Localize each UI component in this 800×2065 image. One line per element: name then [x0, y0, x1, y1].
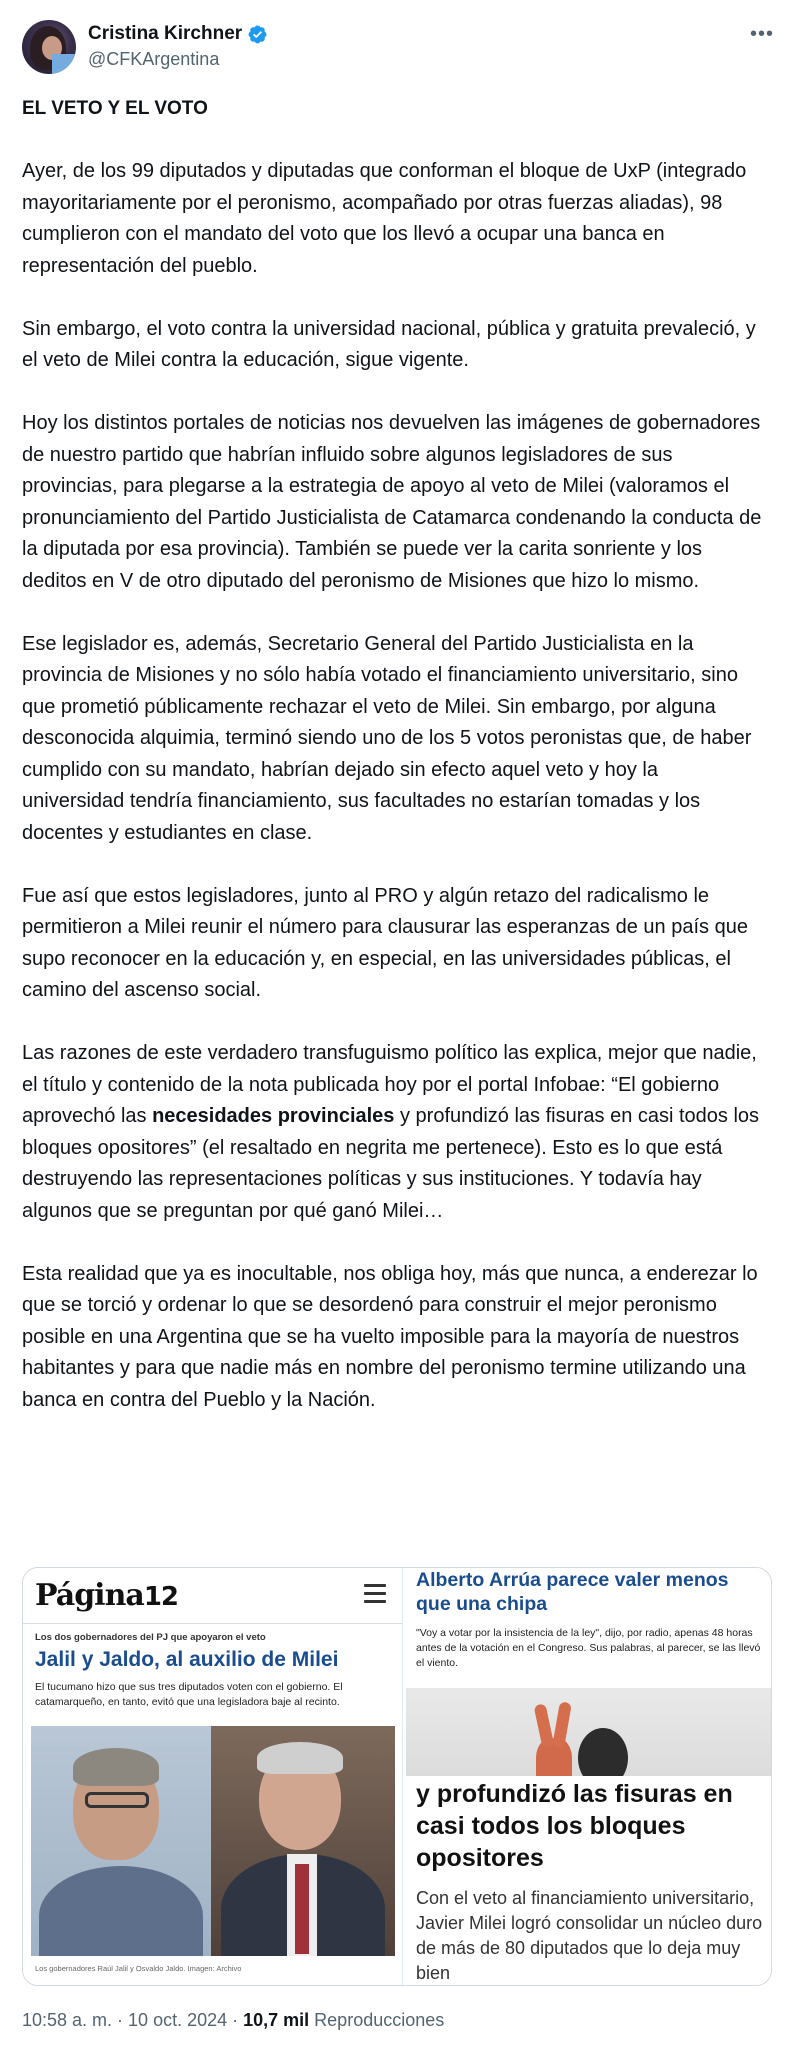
media-grid[interactable]	[22, 1567, 772, 1986]
author-handle[interactable]: @CFKArgentina	[88, 49, 220, 69]
logo-number: 12	[143, 1582, 179, 1612]
author-name-row[interactable]	[88, 22, 268, 46]
pagina12-logo	[35, 1578, 178, 1613]
post-paragraph-6	[22, 1038, 762, 1227]
divider	[23, 1623, 402, 1624]
article-headline: Jalil y Jaldo, al auxilio de Milei	[35, 1648, 339, 1671]
photo-caption: Los gobernadores Raúl Jalil y Osvaldo Jaldo. Imagen: Archivo	[35, 1964, 242, 1973]
article-headline-right: Alberto Arrúa parece valer menos que una chipa	[416, 1569, 729, 1615]
article-lead: El tucumano hizo que sus tres diputados voten con el gobierno. El catamarqueño, en tanto, evitó que una legisladora baje al recinto.	[35, 1681, 343, 1708]
post-meta	[22, 2010, 444, 2031]
infobae-body: Con el veto al financiamiento universitario, Javier Milei logró consolidar un núcleo duro de más de 80 diputados que lo deja muy bien	[416, 1888, 763, 1983]
logo-text: Página	[35, 1578, 144, 1613]
hamburger-menu-icon	[364, 1584, 386, 1602]
post-header	[22, 20, 778, 76]
post-paragraph-6-start: Las razones de este verdadero transfuguismo político las explica, mejor que nadie, el título y contenido de la nota publicada hoy por el portal Infobae: “El gobierno aprovechó las	[22, 1042, 757, 1127]
post-body	[22, 156, 762, 1416]
post-paragraph-3: Hoy los distintos portales de noticias nos devuelven las imágenes de gobernadores de nuestro partido que habrían influido sobre algunos legisladores de sus provincias, para plegarse a la estrategia de apoyo al veto de Milei (valoramos el pronunciamiento del Partido Justicialista de Catamarca condenando la conducta de la diputada por esa provincia). También se puede ver la carita sonriente y los deditos en V de otro diputado del peronismo de Misiones que hizo lo mismo.	[22, 412, 762, 592]
article-lead-right: "Voy a votar por la insistencia de la ley", dijo, por radio, apenas 48 horas antes de la votación en el Congreso. Sus palabras, al parecer, se las llevó el viento.	[416, 1627, 761, 1669]
post-paragraph-2: Sin embargo, el voto contra la universidad nacional, pública y gratuita prevaleció, y el veto de Milei contra la educación, sigue vigente.	[22, 317, 756, 371]
media-image-articles[interactable]	[406, 1568, 772, 1986]
media-image-pagina12[interactable]	[23, 1568, 402, 1986]
governors-photo	[31, 1726, 395, 1956]
author-avatar[interactable]	[22, 20, 76, 74]
post-paragraph-1: Ayer, de los 99 diputados y diputadas que conforman el bloque de UxP (integrado mayoritariamente por el peronismo, acompañado por otras fuerzas aliadas), 98 cumplieron con el mandato del voto que los llevó a ocupar una banca en representación del pueblo.	[22, 160, 747, 277]
views-label: Reproducciones	[309, 2010, 445, 2030]
post-paragraph-6-bold: necesidades provinciales	[152, 1105, 395, 1127]
views-count: 10,7 mil	[243, 2010, 310, 2030]
post-paragraph-4: Ese legislador es, además, Secretario General del Partido Justicialista en la provincia de Misiones y no sólo había votado el financiamiento universitario, sino que prometió públicamente rechazar el veto de Milei. Sin embargo, por alguna desconocida alquimia, terminó siendo uno de los 5 votos peronistas que, de haber cumplido con su mandato, habrían dejado sin efecto aquel veto y hoy la universidad tendría financiamiento, sus facultades no estarían tomadas y los docentes y estudiantes en clase.	[22, 632, 752, 844]
post-paragraph-5: Fue así que estos legisladores, junto al PRO y algún retazo del radicalismo le permitieron a Milei reunir el número para clausurar las esperanzas de un país que supo reconocer en la educación y, en especial, en las universidades públicas, el camino del ascenso social.	[22, 884, 748, 1001]
author-name[interactable]: Cristina Kirchner	[88, 23, 243, 44]
more-options-icon[interactable]: •••	[749, 23, 774, 45]
post-title: EL VETO Y EL VOTO	[22, 98, 208, 119]
infobae-headline: y profundizó las fisuras en casi todos los bloques opositores	[416, 1780, 733, 1872]
verified-badge-icon	[247, 24, 268, 45]
post-paragraph-6-end: y profundizó las fisuras en casi todos los bloques opositores” (el resaltado en negrita me pertenece). Esto es lo que está destruyendo las representaciones políticas y sus instituciones. Y todavía hay algunos que se preguntan por qué ganó Milei…	[22, 1105, 760, 1222]
article-kicker: Los dos gobernadores del PJ que apoyaron el veto	[35, 1632, 266, 1643]
deputy-photo	[406, 1688, 772, 1776]
post-paragraph-7: Esta realidad que ya es inocultable, nos obliga hoy, más que nunca, a enderezar lo que se torció y ordenar lo que se desordenó para construir el mejor peronismo posible en una Argentina que se ha vuelto imposible para la mayoría de nuestros habitantes y para que nadie más en nombre del peronismo termine utilizando una banca en contra del Pueblo y la Nación.	[22, 1262, 758, 1411]
post-timestamp[interactable]: 10:58 a. m. · 10 oct. 2024 ·	[22, 2010, 244, 2030]
